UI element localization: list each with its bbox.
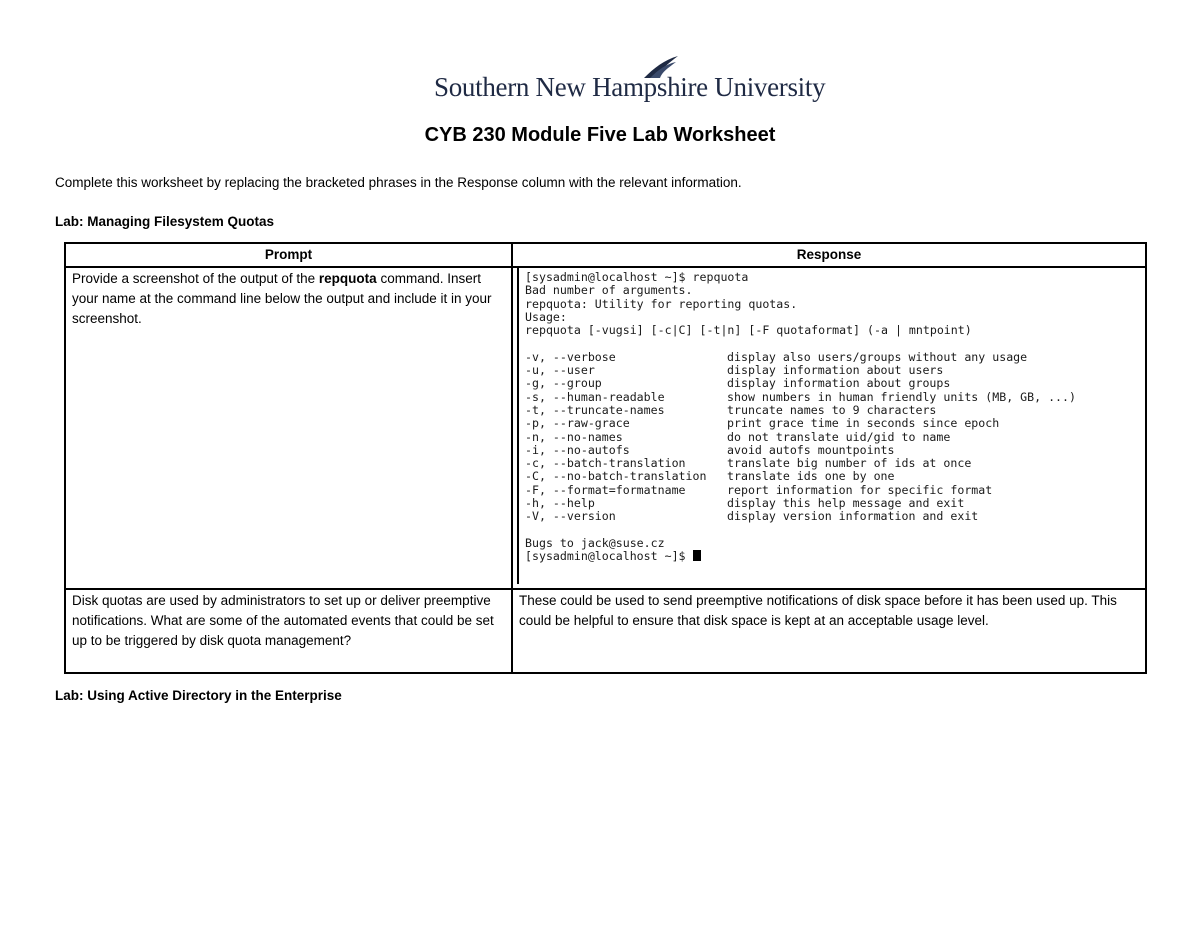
response-cell	[512, 267, 1146, 589]
prompt-text-end: command. Insert your name at the command line below the output and include it in your screenshot.	[72, 271, 492, 326]
option-flag: -t, --truncate-names	[525, 402, 665, 417]
prompt-text-start: Provide a screenshot of the output of the	[72, 271, 319, 286]
option-flag: -i, --no-autofs	[525, 442, 630, 457]
terminal-blank-line	[525, 524, 1133, 537]
option-desc: truncate names to 9 characters	[727, 402, 937, 417]
option-desc: do not translate uid/gid to name	[727, 429, 951, 444]
terminal-option-line	[525, 404, 1133, 417]
option-flag: -C, --no-batch-translation	[525, 469, 707, 484]
option-desc: print grace time in seconds since epoch	[727, 416, 1000, 431]
terminal-option-line	[525, 377, 1133, 390]
option-desc: display version information and exit	[727, 509, 979, 524]
option-desc: avoid autofs mountpoints	[727, 442, 895, 457]
option-flag: -V, --version	[525, 509, 616, 524]
terminal-footer-line: Bugs to jack@suse.cz	[525, 535, 665, 550]
terminal-screenshot	[517, 268, 1139, 584]
option-flag: -p, --raw-grace	[525, 416, 630, 431]
terminal-line: Bad number of arguments.	[525, 283, 693, 298]
terminal-blank-line	[525, 337, 1133, 350]
terminal-option-line	[525, 431, 1133, 444]
option-flag: -h, --help	[525, 496, 595, 511]
option-desc: translate big number of ids at once	[727, 456, 972, 471]
table-row	[65, 267, 1146, 589]
terminal-option-line	[525, 470, 1133, 483]
terminal-option-line	[525, 484, 1133, 497]
terminal-option-line	[525, 364, 1133, 377]
option-desc: display information about users	[727, 363, 944, 378]
option-desc: translate ids one by one	[727, 469, 895, 484]
table-header-row	[65, 243, 1146, 267]
option-flag: -n, --no-names	[525, 429, 623, 444]
option-flag: -s, --human-readable	[525, 389, 665, 404]
terminal-prompt: [sysadmin@localhost ~]$	[525, 549, 693, 564]
terminal-line: repquota: Utility for reporting quotas.	[525, 296, 798, 311]
intro-text: Complete this worksheet by replacing the bracketed phrases in the Response column with the relevant information.	[55, 175, 742, 190]
option-flag: -u, --user	[525, 363, 595, 378]
terminal-option-line	[525, 417, 1133, 430]
option-flag: -g, --group	[525, 376, 602, 391]
section-heading-active-directory: Lab: Using Active Directory in the Enterprise	[55, 688, 342, 703]
worksheet-table	[64, 242, 1147, 674]
logo-text: Southern New Hampshire University	[434, 72, 826, 102]
option-desc: display also users/groups without any usage	[727, 349, 1028, 364]
terminal-option-line	[525, 391, 1133, 404]
option-desc: display this help message and exit	[727, 496, 965, 511]
header-response: Response	[512, 243, 1146, 267]
terminal-option-line	[525, 351, 1133, 364]
prompt-cell: Disk quotas are used by administrators to set up or deliver preemptive notifications. What are some of the automated events that could be set up to be triggered by disk quota management?	[65, 589, 512, 673]
terminal-option-line	[525, 497, 1133, 510]
prompt-cell	[65, 267, 512, 589]
terminal-option-line	[525, 444, 1133, 457]
page-title: CYB 230 Module Five Lab Worksheet	[424, 124, 776, 146]
option-flag: -v, --verbose	[525, 349, 616, 364]
option-flag: -c, --batch-translation	[525, 456, 686, 471]
university-logo	[434, 54, 826, 106]
terminal-prompt-line	[525, 550, 1133, 563]
option-desc: display information about groups	[727, 376, 951, 391]
option-desc: show numbers in human friendly units (MB, GB, ...)	[727, 389, 1077, 404]
prompt-command: repquota	[318, 271, 377, 286]
terminal-line: [sysadmin@localhost ~]$ repquota	[525, 270, 749, 284]
header-prompt: Prompt	[65, 243, 512, 267]
option-desc: report information for specific format	[727, 482, 993, 497]
terminal-cursor	[693, 550, 701, 561]
response-cell: These could be used to send preemptive notifications of disk space before it has been used up. This could be helpful to ensure that disk space is kept at an acceptable usage level.	[512, 589, 1146, 673]
terminal-line: repquota [-vugsi] [-c|C] [-t|n] [-F quotaformat] (-a | mntpoint)	[525, 323, 972, 338]
table-row	[65, 589, 1146, 673]
terminal-line: Usage:	[525, 309, 567, 324]
section-heading-quotas: Lab: Managing Filesystem Quotas	[55, 214, 275, 229]
terminal-option-line	[525, 457, 1133, 470]
option-flag: -F, --format=formatname	[525, 482, 686, 497]
terminal-option-line	[525, 510, 1133, 523]
